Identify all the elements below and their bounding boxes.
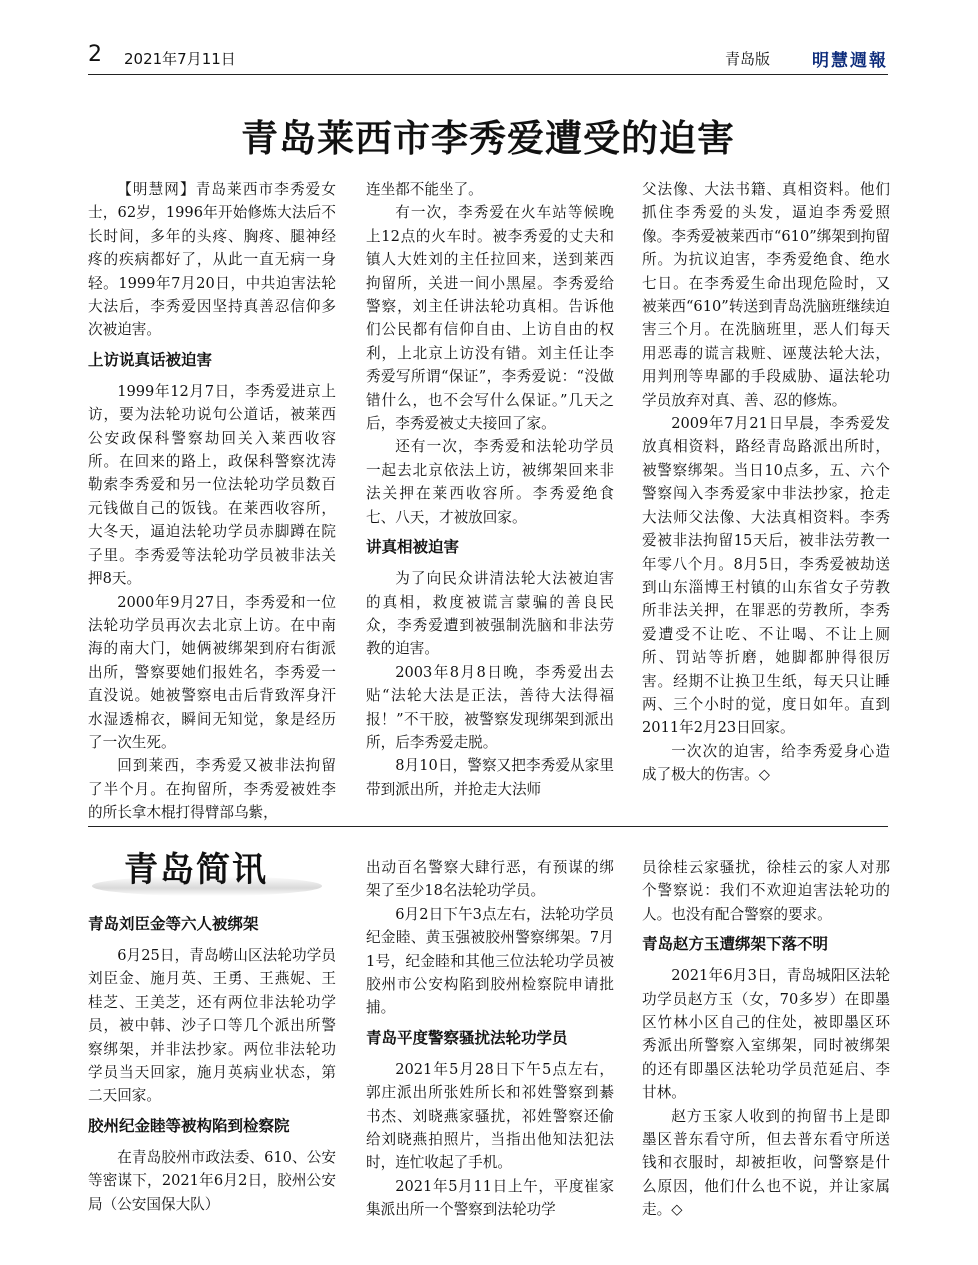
header-divider: [88, 74, 888, 75]
briefs-column-2: [366, 856, 614, 1222]
article-subheading: 讲真相被迫害: [366, 538, 460, 557]
article-column-1: [88, 178, 336, 825]
issue-date: 2021年7月11日: [124, 50, 236, 68]
brief-heading: 青岛赵方玉遭绑架下落不明: [642, 935, 829, 954]
brief-paragraph: 2021年5月11日上午，平度崔家集派出所一个警察到法轮功学: [366, 1177, 614, 1219]
brief-paragraph: 员徐桂云家骚扰，徐桂云的家人对那个警察说：我们不欢迎迫害法轮功的人。也没有配合警察的要求。: [642, 859, 890, 923]
edition-label: 青岛版: [724, 50, 770, 68]
brief-paragraph: 2021年6月3日，青岛城阳区法轮功学员赵方玉（女，70多岁）在即墨区竹林小区自己的住处，被即墨区环秀派出所警察入室绑架，同时被绑架的还有即墨区法轮功学员范延启、李甘林。: [642, 967, 890, 1102]
brief-paragraph: 出动百名警察大肆行恶，有预谋的绑架了至少18名法轮功学员。: [366, 859, 614, 900]
article-paragraph: 还有一次，李秀爱和法轮功学员一起去北京依法上访，被绑架回来非法关押在莱西收容所。李秀爱绝食七、八天，才被放回家。: [366, 438, 614, 526]
article-paragraph: 2003年8月8日晚，李秀爱出去贴“法轮大法是正法，善待大法得福报！”不干胶，被警察发现绑架到派出所，后李秀爱走脱。: [366, 663, 614, 751]
masthead-logo: 明慧週報: [812, 51, 888, 71]
briefs-section-title: [92, 842, 322, 898]
brief-paragraph: 在青岛胶州市政法委、610、公安等密谋下，2021年6月2日，胶州公安局（公安国保大队）: [88, 1148, 336, 1213]
brief-heading: 青岛平度警察骚扰法轮功学员: [366, 1028, 568, 1047]
section-divider: [88, 826, 888, 827]
article-paragraph: 一次次的迫害，给李秀爱身心造成了极大的伤害。◇: [642, 742, 890, 784]
article-paragraph: 2009年7月21日早晨，李秀爱发放真相资料，路经青岛路派出所时，被警察绑架。当日10点多，五、六个警察闯入李秀爱家中非法抄家，抢走大法师父法像、大法真相资料。李秀爱被非法拘留15天后，被非法劳教一年零八个月。8月5日，李秀爱被劫送到山东淄博王村镇的山东省女子劳教所非法关押，在罪恶的劳教所，李秀爱遭受不让吃、不让喝、不让上厕所、罚站等折磨，她脚都肿得很厉害。经期不让换卫生纸，每天只让睡两、三个小时的觉，度日如年。直到2011年2月23日回家。: [642, 415, 890, 737]
page-number: 2: [88, 42, 102, 67]
article-column-2: [366, 178, 614, 801]
brief-paragraph: 6月25日，青岛崂山区法轮功学员刘臣金、施月英、王勇、王燕妮、王桂芝、王美芝，还有两位非法轮功学员，被中韩、沙子口等几个派出所警察绑架，并非法抄家。两位非法轮功学员当天回家，施月英病业状态，第二天回家。: [88, 947, 336, 1105]
brief-paragraph: 6月2日下午3点左右，法轮功学员纪金睦、黄玉强被胶州警察绑架。7月1号，纪金睦和其他三位法轮功学员被胶州市公安构陷到胶州检察院申请批捕。: [366, 905, 614, 1017]
article-paragraph: 1999年12月7日，李秀爱进京上访，要为法轮功说句公道话，被莱西公安政保科警察劫回关入莱西收容所。在回来的路上，政保科警察沈涛勒索李秀爱和另一位法轮功学员数百元钱做自己的饭钱。在莱西收容所，大冬天，逼迫法轮功学员赤脚蹲在院子里。李秀爱等法轮功学员被非法关押8天。: [88, 382, 336, 588]
page-header: [88, 42, 888, 71]
briefs-column-1: [88, 912, 336, 1216]
article-paragraph: 8月10日，警察又把李秀爱从家里带到派出所，并抢走大法师: [366, 757, 614, 798]
briefs-title-text: 青岛简讯: [124, 850, 268, 890]
brief-paragraph: 2021年5月28日下午5点左右，郭庄派出所张姓所长和祁姓警察到綦书杰、刘晓燕家骚扰，祁姓警察还偷给刘晓燕拍照片，当指出他知法犯法时，连忙收起了手机。: [366, 1060, 614, 1172]
briefs-column-3: [642, 856, 890, 1222]
article-subheading: 上访说真话被迫害: [88, 350, 213, 369]
article-paragraph: 回到莱西，李秀爱又被非法拘留了半个月。在拘留所，李秀爱被姓李的所长拿木棍打得臂部乌紫，: [88, 757, 336, 822]
article-paragraph: 有一次，李秀爱在火车站等候晚上12点的火车时。被李秀爱的丈夫和镇人大姓刘的主任拉回来，送到莱西拘留所，关进一间小黑屋。李秀爱给警察，刘主任讲法轮功真相。告诉他们公民都有信仰自由、上访自由的权利，上北京上访没有错。刘主任让李秀爱写所谓“保证”，李秀爱说：“没做错什么，也不会写什么保证。”几天之后，李秀爱被丈夫接回了家。: [366, 204, 614, 433]
article-paragraph: 父法像、大法书籍、真相资料。他们抓住李秀爱的头发，逼迫李秀爱照像。李秀爱被莱西市“610”绑架到拘留所。为抗议迫害，李秀爱绝食、绝水七日。在李秀爱生命出现危险时，又被莱西“610”转送到青岛洗脑班继续迫害三个月。在洗脑班里，恶人们每天用恶毒的谎言栽赃、诬蔑法轮大法，用判刑等卑鄙的手段威胁、逼法轮功学员放弃对真、善、忍的修炼。: [642, 181, 890, 409]
article-paragraph: 为了向民众讲清法轮大法被迫害的真相，救度被谎言蒙骗的善良民众，李秀爱遭到被强制洗脑和非法劳教的迫害。: [366, 570, 614, 658]
article-paragraph: 【明慧网】青岛莱西市李秀爱女士，62岁，1996年开始修炼大法后不长时间，多年的头疼、胸疼、腿神经疼的疾病都好了，从此一直无病一身轻。1999年7月20日，中共迫害法轮大法后，李秀爱因坚持真善忍信仰多次被迫害。: [88, 181, 336, 339]
article-paragraph: 2000年9月27日，李秀爱和一位法轮功学员再次去北京上访。在中南海的南大门，她俩被绑架到府右街派出所，警察要她们报姓名，李秀爱一直没说。她被警察电击后背致浑身汗水湿透棉衣，瞬间无知觉，象是经历了一次生死。: [88, 593, 336, 751]
brief-heading: 青岛刘臣金等六人被绑架: [88, 915, 259, 933]
article-column-3: [642, 178, 890, 787]
article-title: 青岛莱西市李秀爱遭受的迫害: [241, 117, 735, 160]
brief-paragraph: 赵方玉家人收到的拘留书上是即墨区普东看守所，但去普东看守所送钱和衣服时，却被拒收，问警察是什么原因，他们什么也不说，并让家属走。◇: [642, 1107, 890, 1219]
article-paragraph: 连坐都不能坐了。: [366, 181, 483, 198]
brief-heading: 胶州纪金睦等被构陷到检察院: [88, 1116, 290, 1135]
